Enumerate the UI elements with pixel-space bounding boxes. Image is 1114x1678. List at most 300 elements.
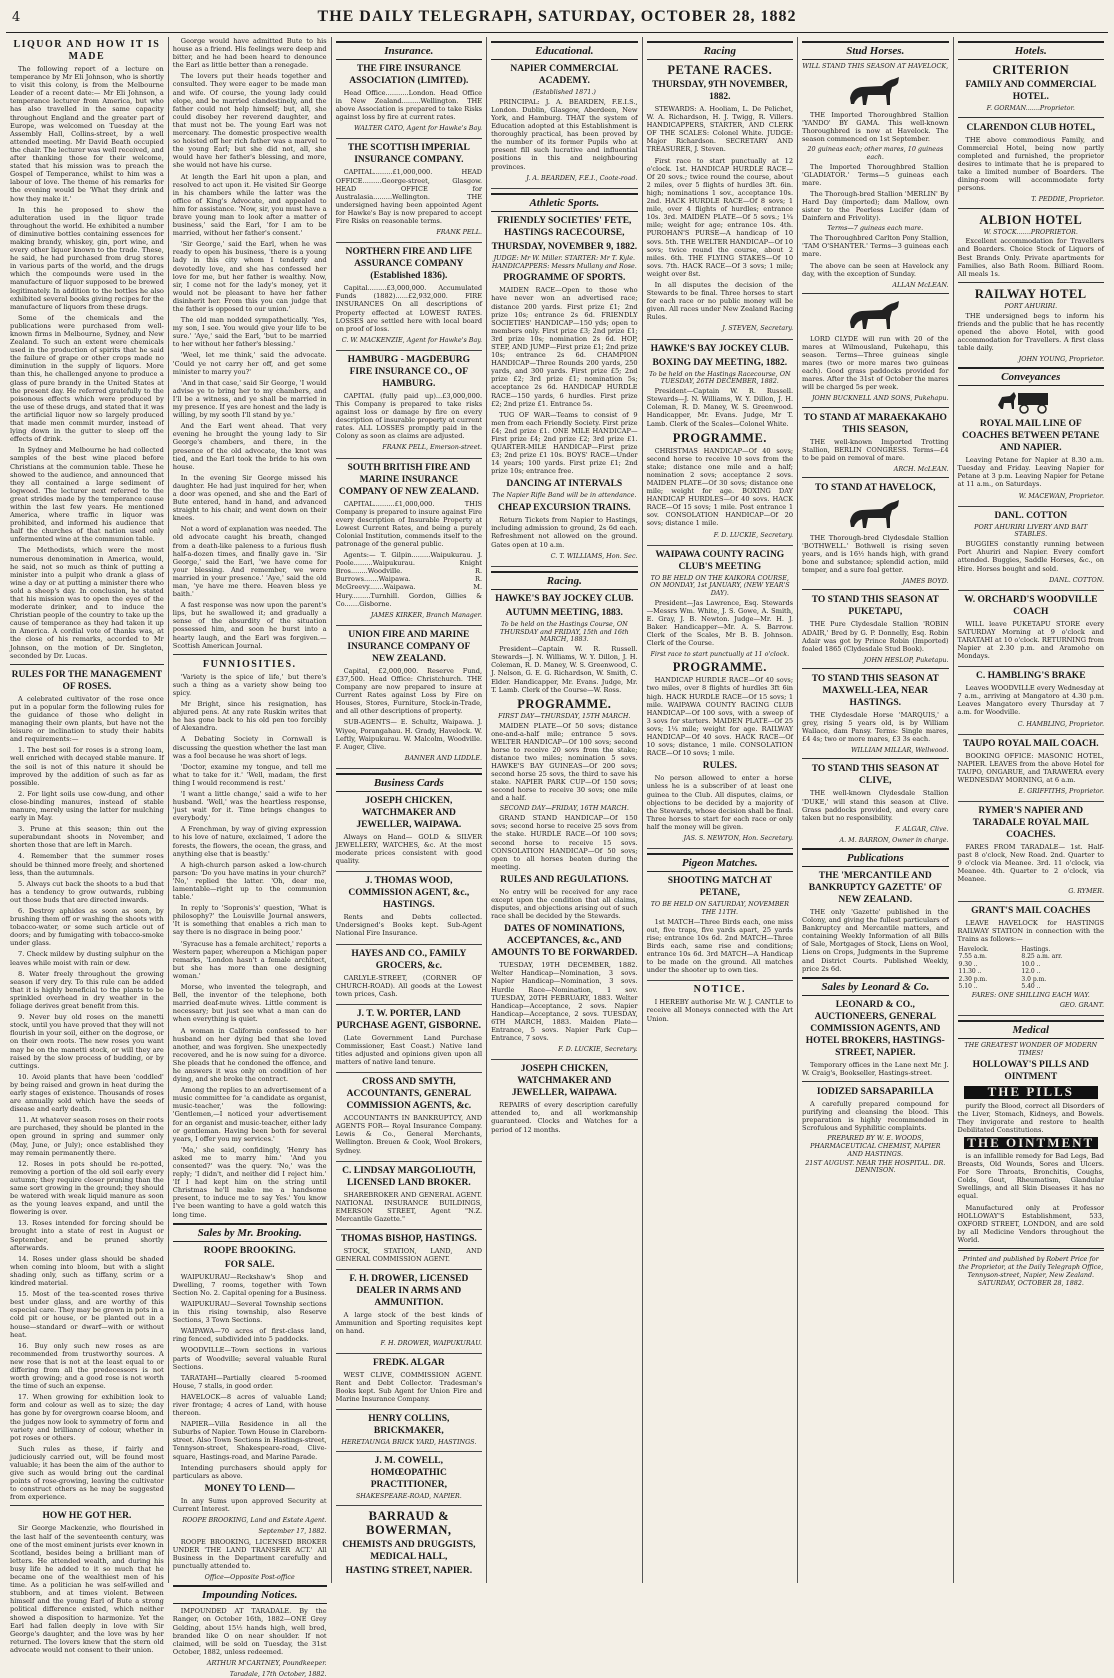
ad-heading: UNION FIRE AND MARINE INSURANCE COMPANY OF NEW ZEALAND. (347, 629, 471, 664)
imprint: Printed and published by Robert Price for the Proprietor, at the Daily Telegraph Office, Tennyson-street, Napier, New Zealand. (958, 1255, 1104, 1280)
signature: JOHN HESLOP, Puketapu. (863, 655, 949, 664)
divider (173, 654, 327, 655)
article-paragraph: A celebrated cultivator of the rose once put in a popular form the following rules for the guidance of those who delight in managing their own plants, but have not the leisure or inclination to study their habits and requirements:— (10, 694, 164, 744)
divider (802, 589, 948, 590)
article-heading: RULES FOR THE MANAGEMENT OF ROSES. (11, 669, 163, 692)
column-4 (487, 37, 642, 1583)
ad-heading: GRANT'S MAIL COACHES (971, 905, 1091, 916)
stallion-notice: LORD CLYDE will run with 20 of the mares at Wilmousland, Pukehapu, this season. Terms—Three guineas single mares (two or more mares two guineas each). Good grass paddocks provided for mares. After the 31st of October the mares will be charged 5s per week. (802, 334, 949, 392)
section-heading: Business Cards (336, 773, 482, 792)
divider (958, 117, 1104, 118)
stallion-notice: The Imported Thoroughbred Stallion 'GLADIATOR.' Terms—5 guineas each mare. (802, 162, 949, 187)
ad-body: Capital, £2,000,000. Reserve Fund, £37,500. Head Office: Christchurch. THE Company are now prepared to insure at Current Rates against Loss by Fire on Houses, Stores, Furniture, Stock-in-Trade, and all other descriptions of property. (335, 666, 483, 716)
agent-list: Agents:— T. Gilpin.........Waipukurau. J. Poole.........Waipukurau. Knight Bros........Woodville. R. Burrows.......Waipawa. R. McGreevy.......Waipawa. M. Hury.........Turnhill. Gordon, Gillies & Co.......Gisborne. (335, 551, 483, 608)
table-cell: 10.0 .. (1021, 960, 1041, 968)
masthead (6, 6, 1108, 33)
listing: HAVELOCK—8 acres of valuable Land; river frontage; 4 acres of Land, with house thereon. (172, 1392, 327, 1418)
business-card (336, 795, 482, 872)
article-heading: HOW HE GOT HER. (42, 1511, 132, 1522)
proprietor: F. GORMAN.......Proprietor. (986, 104, 1075, 112)
signature: JOHN BUCKNELL AND SONS, Pukehapu. (811, 394, 949, 403)
article-paragraph: In this he proposed to show the adulteration used in the liquor trade throughout the world. He exhibited a number of diminutive bottles containing essences for making brandy, whiskey, gin, port wine, and every other liquor known to the trade. These, he said, he had purchased from drug stores in various parts of the world, and the drugs which the compounds were used in the manufacture of liquor supposed to be brewed legitimately. In addition to the bottles he also exhibited several books giving recipes for the manufacture of liquors from these drugs. (10, 205, 164, 311)
advertisement (958, 594, 1104, 667)
ad-body: SHAREBROKER AND GENERAL AGENT. NATIONAL INSURANCE BUILDINGS, EMERSON STREET, Agent "N.Z. Mercantile Gazette." (335, 1190, 483, 1223)
ad-body: is an infallible remedy for Bad Legs, Bad Breasts, Old Wounds, Sores and Ulcers. For Sore Throats, Bronchitis, Coughs, Colds, Gout, Rheumatism, Glandular Swellings, and all Skin Diseases it has no equal. (957, 1152, 1105, 1201)
hotel-location: PORT AHURIRI. (1004, 301, 1058, 310)
ad-body: THE undersigned begs to inform his friends and the public that he has recently opened the above Hotel, with good accommodation for Travellers. A first class table daily. (957, 311, 1105, 352)
signature: JAMES BOYD. (902, 577, 949, 586)
business-card (336, 1455, 482, 1506)
listing: ROOPE BROOKING, LICENSED BROKER UNDER 'THE LAND TRANSFER ACT.' All Business in the Department carefully and punctually attended to. (172, 1538, 327, 1571)
ad-subheading: PORT AHURIRI LIVERY AND BAIT STABLES. (974, 522, 1088, 539)
signature: W. MACEWAN, Proprietor. (1018, 491, 1105, 500)
ad-subheading: RULES. (702, 761, 737, 772)
table-header-row (958, 946, 1104, 954)
section-heading: Pigeon Matches. (647, 853, 793, 872)
programme: HANDICAP HURDLE RACE—Of 40 sovs; two miles, over 8 flights of hurdles 3ft 6in high. HACK HURDLE RACE—Of 15 sovs; 1 mile. WAIPAWA COUNTY RACING CLUB HANDICAP—Of 100 sovs, with a sweep of 3 sovs for starters. MAIDEN PLATE—Of 25 sovs; 1¼ mile; weight for age. RAILWAY HANDICAP—Of 40 sovs. HACK RACE—Of 10 sovs; distance, 1 mile. CONSOLATION RACE—Of 10 sovs; 1 mile. (646, 676, 794, 758)
ad-body: ACCOUNTANTS IN BANKRUPTCY, AND AGENTS FOR— Royal Insurance Company. Lewis & Co., General Merchants, Wellington. Breuen & Cook, Wool Brokers, Sydney. (335, 1114, 483, 1155)
ad-heading: TO STAND AT HAVELOCK, (815, 482, 936, 493)
ad-body: CHEMISTS AND DRUGGISTS, MEDICAL HALL, (342, 1539, 476, 1562)
advertisement (647, 63, 793, 340)
signature: G. RYMER. (1068, 886, 1105, 895)
hotel-name: RAILWAY HOTEL (974, 286, 1087, 301)
advertisement (336, 63, 482, 139)
signature: WILLIAM MILLAR, Wellwood. (850, 746, 949, 755)
table-row (958, 961, 1104, 969)
ad-heading: HAWKE'S BAY JOCKEY CLUB. (650, 343, 789, 354)
joke: Morse, who invented the telegraph, and Bell, the inventor of the telephone, both married deaf-mute wives. Little comment is necessary; but just see what a man can do when everything is quiet. (172, 983, 327, 1024)
rule-item: 7. Check mildew by dusting sulphur on the leaves while moist with rain or dew. (10, 950, 164, 967)
section-heading: Publications (802, 848, 948, 867)
section-heading: Racing (647, 41, 793, 60)
signature: C. W. MACKENZIE, Agent for Hawke's Bay. (341, 335, 483, 344)
ad-body: Temporary offices in the Lane next Mr. J. W. Craig's, Bookseller, Hastings-street. (802, 1060, 949, 1077)
table-cell: 7.55 a.m. (958, 953, 987, 961)
ad-heading: SHOOTING MATCH AT PETANE, (667, 876, 772, 899)
ad-heading: HAYES AND CO., FAMILY GROCERS, &c. (351, 948, 467, 971)
divider (958, 208, 1104, 209)
programme: TUG OF WAR—Teams to consist of 9 men from each Friendly Society. First prize £4; 2nd prize £1. ONE MILE HANDICAP—First prize £4; 2nd prize £2; 3rd prize £1. QUARTER-MILE HANDICAP—First prize £3; 2nd prize £1 10s. BOYS' RACE—Under 14 years; 100 yards. First prize £1; 2nd prize 10s; entrance free. (491, 410, 638, 476)
ad-heading: LEONARD & CO., AUCTIONEERS, GENERAL COMMISSION AGENTS, AND HOTEL BROKERS, HASTINGS-STREET, NAPIER. (805, 999, 945, 1058)
stallion-notice: THE Thorough-bred Clydesdale Stallion 'BOTHWELL.' Bothwell is rising seven years, and is 16½ hands high, with grand bone and substance; splendid action, mild temper, and a sure foal getter. (802, 533, 949, 575)
section-heading: Impounding Notices. (173, 1585, 327, 1604)
business-card (336, 948, 482, 1005)
event-date: TO BE HELD ON THE KAIKORA COURSE, ON MONDAY, 1st JANUARY, (NEW YEAR'S DAY). (650, 573, 790, 598)
table-row (958, 953, 1104, 961)
section-heading: Stud Horses. (802, 41, 948, 60)
ad-subheading: BOXING DAY MEETING, 1882. (652, 357, 788, 368)
footer-note: 21ST AUGUST. NEAR THE HOSPITAL. DR. DENNISON. (805, 1158, 946, 1175)
signature: ARCH. McLEAN. (893, 464, 949, 473)
listing: WAIPUKURAU—Reckshaw's Shop and Dwelling, 7 rooms, together with Town Section No. 2. Capital opening for a Business. (172, 1272, 327, 1297)
ad-body: Head Office...........London. Head Office in New Zealand.........Wellington. THE above Association is prepared to take Risks against loss by fire at current rates. (335, 89, 483, 122)
article-paragraph: The old man nodded sympathetically. 'Yes, my son, I see. You would give your life to be sure.' 'Aye,' said the Earl, 'but to be married to her without her father's blessing.' (172, 316, 327, 349)
timetable (958, 946, 1104, 991)
ad-address: HASTING STREET, NAPIER. (345, 1565, 473, 1576)
signature: JOHN YOUNG, Proprietor. (1018, 355, 1105, 364)
ad-body: LEAVE HAVELOCK for HASTINGS RAILWAY STATION in connection with the Trains as follows:— (957, 918, 1105, 943)
article-paragraph: 'Sir George,' said the Earl, when he was ready to open his business, 'there is a young lady in this city whom I tenderly and devotedly love, and she has confessed her love for me, but her father is wealthy. Now, sir, I come not for the lady's money, yet it would not be pleasant to have her father disinherit her. From this you can judge that the father is opposed to our union.' (172, 240, 327, 313)
ad-heading: THE FIRE INSURANCE ASSOCIATION (LIMITED). (349, 64, 469, 86)
ad-subheading: THE GREATEST WONDER OF MODERN TIMES! (964, 1040, 1098, 1057)
ad-subheading: PROGRAMME. (517, 696, 612, 711)
ad-body: BUGGIES constantly running between Port Ahuriri and Napier. Every comfort attended. Buggies, Saddle Horses, &c., on Hire. Horses bought and sold. (957, 540, 1105, 573)
table-cell: 11.30 .. (958, 968, 982, 976)
column-7 (954, 37, 1108, 1583)
ad-body: Capital.........£3,000,000. Accumulated Funds (1882)......£2,932,000. FIRE INSURANCES On all descriptions of Property effected at LOWEST RATES. LOSSES are settled here with local board on proof of loss. (335, 284, 483, 333)
signature: F. D. LUCKIE, Secretary. (713, 530, 794, 539)
signature: JAS. S. NEWTON, Hon. Secretary. (683, 833, 794, 842)
table-cell: 3.0 p.m. (1021, 975, 1047, 983)
joke: 'Syracuse has a female architect,' reports a Western paper, whereupon a Michigan paper remarks, 'London hasn't a female architect, but she has more than one designing woman.' (172, 939, 327, 980)
stallion-notice: The Thorough-bred Stallion 'MERLIN' By Hard Day (imported); dam Mallow, own sister to the Peerless Lucifer (dam of Dainfern and Frivolity). (802, 190, 949, 223)
signature: A. M. BARRON, Owner in charge. (839, 835, 949, 844)
advertisement (491, 63, 637, 189)
hotel-name: CRITERION (992, 63, 1070, 77)
ad-heading: WAIPAWA COUNTY RACING CLUB'S MEETING (655, 549, 785, 572)
signature: WALTER CATO, Agent for Hawke's Bay. (354, 124, 483, 133)
stallion-notice: THE Pure Clydesdale Stallion 'ROBIN ADAIR,' Bred by G. P. Donnelly, Esq. Robin Adair was got by Prince Robin (Imported) foaled 1865 (Clydesdale Stud Book). (802, 620, 949, 653)
ad-body: FARES FROM TARADALE— 1st. Half-past 8 o'clock, New Road. 2nd. Quarter to 9 o'clock via Meanee. 3rd. 11 o'clock, via Meanee. 4th. Quarter to 2 o'clock, via Meanee. (957, 843, 1105, 884)
ad-heading: J. THOMAS WOOD, COMMISSION AGENT, &c., HASTINGS. (348, 876, 470, 911)
ad-body: HERETAUNGA BRICK YARD, HASTINGS. (341, 1437, 477, 1446)
divider (802, 293, 948, 294)
ad-subheading: DATES OF NOMINATIONS, ACCEPTANCES, &c., AND AMOUNTS TO BE FORWARDED. (491, 924, 638, 959)
agent-list: SUB-AGENTS— E. Schultz, Waipawa. J. Wiyee, Porangahau. H. Grady, Havelock. W. Leftly, Waipukurau. W. Malcolm, Woodville. F. Auger, Clive. (335, 718, 483, 751)
rules: No entry will be received for any race except upon the condition that all claims, disputes, and objections arising out of such race shall be decided by the Stewards. (491, 887, 638, 921)
rule-item: 2. For light soils use cow-dung, and other close-binding manures, instead of stable manure, merely using the latter for mulching early in May. (10, 789, 164, 823)
ad-heading: TO STAND AT MARAEKAKAHO THIS SEASON, (803, 412, 947, 435)
signature: DANL. COTTON. (1049, 575, 1105, 584)
article-paragraph: Sir George Mackenzie, who flourished in the last half of the seventeenth century, was one of the most eminent jurists ever known in Scotland, besides being a brilliant man of letters. He attended wealth, and during his busy life he added to it so much that he became one of the wealthiest men of his time. As a politician he was self-willed and stubborn, and at times violent. Between himself and the young Earl of Bute a strong political difference existed, which neither showed a disposition to harmonize. Yet the Earl had fallen deeply in love with Sir George's daughter, and the love was by her returned. The lovers knew that the stern old advocate would not consent to their union. (10, 1524, 164, 1654)
event-date: THURSDAY, NOVEMBER 9, 1882. (491, 241, 638, 252)
advertisement (647, 549, 793, 849)
article-paragraph: And the Earl went ahead. That very evening he brought the young lady to Sir George's chambers, and there, in the presence of the old advocate, the knot was tied, and the Earl took the bride to his own house. (172, 422, 327, 471)
advertisement (958, 510, 1104, 591)
ad-heading: J. T. W. PORTER, LAND PURCHASE AGENT, GISBORNE. (336, 1008, 482, 1031)
programme: First race to start punctually at 12 o'clock. 1st. HANDICAP HURDLE RACE—Of 20 sovs.; twice round the course, about 2 miles, over 5 flights of hurdles 3ft. 6in. high; nominations 1 sov., acceptance 10s. 2nd. HACK HURDLE RACE—Of 8 sovs; 1 mile, over 4 flights of hurdles; entrance 10s. 3rd. MAIDEN PLATE—Of 5 sovs.; 1¼ mile; weight for age; entrance 10s. 4th. PUROHAN'S PURSE—A handicap of 10 sovs. 5th. THE WELTER HANDICAP—Of 10 sovs; twice round the course, about 2 miles. 6th. THE FLYING STAKES—Of 10 sovs. 7th. HACK RACE—Of 3 sovs; 1 mile; weight over 8st. (646, 156, 794, 278)
article-heading: FUNNIOSITIES. (202, 658, 297, 670)
listing: WAIPAWA—70 acres of first-class land, ring fenced, subdivided into 5 paddocks. (172, 1327, 327, 1344)
day-heading: FIRST DAY—THURSDAY, 15TH MARCH. (498, 711, 631, 720)
advertisement (647, 343, 793, 546)
joke: Among the replies to an advertisement of a music committee for 'a candidate as organist, music-teacher,' was the following: 'Gentlemen,—I noticed your advertisement for an organist and music-teacher, either lady or gentleman. Having been both for several years, I offer you my services.' (172, 1086, 327, 1143)
ad-heading: SOUTH BRITISH FIRE AND MARINE INSURANCE COMPANY OF NEW ZEALAND. (338, 462, 479, 497)
column-1 (6, 37, 169, 1654)
column-2 (169, 37, 332, 1678)
page-number: 4 (12, 10, 21, 25)
office-line: Office—Opposite Post-office (204, 1572, 295, 1581)
article-paragraph: At length the Earl hit upon a plan, and resolved to act upon it. He visited Sir George in his chambers while the latter was the office of King's Advocate, and appealed to him for assistance. 'Now, sir, you must have a brave young man to look after a matter of business,' said the Earl, 'for I am to be married, without her father's consent.' (172, 172, 327, 238)
ad-heading: TO STAND THIS SEASON AT MAXWELL-LEA, NEAR HASTINGS. (811, 673, 939, 708)
ad-body: 1st MATCH—Three Birds each, one miss out, five traps, five yards apart, 25 yards rise; entrance 10s 6d. 2nd MATCH—Three Birds each, same rise and conditions; entrance 10s 6d. 3rd MATCH—A Handicap to be made on the ground. All matches under the shooter up to own ties. (646, 917, 794, 975)
ad-body: A carefully prepared compound for purifying and cleansing the blood. This preparation is highly recommended in Scrofulous and Syphilitic complaints. (802, 1099, 949, 1133)
ad-heading: TO STAND THIS SEASON AT CLIVE, (811, 764, 939, 787)
advertisement (336, 354, 482, 459)
article-paragraph: A fast response was now upon the parent's lips, but he swallowed it; and gradually a sense of the absurdity of the situation possessed him, and soon he burst into a hearty laugh, and the Earl was forgiven.—Scottish American Journal. (172, 601, 327, 650)
proprietor: W. STOCK.......PROPRIETOR. (983, 227, 1078, 236)
advertiser-name: ROOPE BROOKING. (203, 1245, 296, 1256)
ad-body: (Late Government Land Purchase Commissioner, East Coast.) Native land titles adjusted and opinions given upon all matters of native land tenure. (335, 1033, 483, 1067)
table-cell: 2.30 p.m. (958, 975, 988, 983)
table-cell: 8.25 a.m. arr. (1021, 953, 1063, 961)
event-date: To be held on the Hastings Course, ON THURSDAY and FRIDAY, 15th and 16th MARCH, 1883. (500, 619, 629, 644)
joke: 'Doctor, examine my tongue, and tell me what to take for it.' 'Well, madam, the first thing I would recommend is rest.' (172, 762, 327, 787)
ad-subheading: CHEAP EXCURSION TRAINS. (498, 503, 631, 514)
section-heading: Conveyances (958, 367, 1104, 386)
signature: FRANK PELL, Emerson-street. (382, 443, 483, 452)
event-date: To be held on the Hastings Racecourse, ON TUESDAY, 26TH DECEMBER, 1882. (649, 369, 791, 386)
table-cell: 5.10 .. (958, 983, 978, 991)
ointment-banner: THE OINTMENT (964, 1137, 1098, 1149)
ad-body: CAPITAL..........£1,000,000. THIS Company is prepared to insure against Fire every description of Insurable Property at Lowest Current Rates, and being a purely Colonial Institution, commends itself to the patronage of the general public. (335, 499, 483, 548)
business-card (336, 1509, 482, 1577)
advertisement (958, 738, 1104, 802)
ad-subheading: PROGRAMME. (672, 660, 767, 675)
joke: A Debating Society in Cornwall is discussing the question whether the last man was a fool because he was short of legs. (172, 735, 327, 760)
rule-item: 17. When growing for exhibition look to form and colour as well as to size; the day has gone by for overgrown coarse bloom, and the judges now look to symmetry of form and variety and brilliancy of colour, whether in pot roses or others. (10, 1393, 164, 1442)
advertisement (647, 875, 793, 981)
rule-item: 13. Roses intended for forcing should be brought into a state of rest in August or September, and be pruned shortly afterwards. (10, 1219, 164, 1252)
ad-heading: IODIZED SARSAPARILLA (816, 1086, 934, 1097)
note: First race to start punctually at 11 o'clock. (650, 649, 790, 658)
column-3 (332, 37, 487, 1583)
ad-heading: HENRY COLLINS, BRICKMAKER, (368, 1413, 450, 1436)
ad-heading: HOLLOWAY'S PILLS AND OINTMENT (972, 1060, 1089, 1083)
rules: No person allowed to enter a horse unless he is a subscriber of at least one guinea to the Club. All disputes, claims, or objections to be decided by a majority of the Stewards, whose decision shall be final. Three horses to start for each race or only half the money will be given. (646, 774, 794, 831)
ad-heading: PETANE RACES. (667, 63, 773, 77)
table-cell: 5.40 .. (1021, 983, 1041, 991)
officials: President—Captain W. R. Russell. Stewards—J. N. Williams, W. Y. Dillon, J. H. Coleman, R. D. Maney, W. S. Greenwood, C. J. Nelson, G. E. G. Richardson, W. Smith, C. Elder. Handicapper, Mr. Evans. Judge, Mr. T. Lamb. Clerk of the Course—W. Ross. (491, 645, 638, 694)
article-paragraph: Not a word of explanation was needed. The old advocate caught his breath, changed from a death-like paleness to a furious flush half-a-dozen times, and finally gave in. 'Sir George,' said the Earl, 'we have come for your blessing. And remember, we were married in your presence.' 'Aye,' said the old man, 'ye have me there. Heaven bless ye baith.' (172, 525, 327, 599)
ad-body: Rents and Debts collected. Undersigned's Books kept. Sub-Agent National Fire Insurance. (335, 913, 483, 938)
signature: FRANK PELL. (436, 228, 483, 237)
programme: CHRISTMAS HANDICAP—Of 40 sovs; second horse to receive 10 sovs from the stake; distance one mile and a half; nomination 2 sovs; acceptance 2 sovs. MAIDEN PLATE—Of 30 sovs; distance one mile; weight for age. BOXING DAY HANDICAP HURDLES—Of 40 sovs. HACK RACE—Of 15 sovs; 1 mile. Post entrance 1 sov. CONSOLATION HANDICAP—Of 20 sovs; distance 1 mile. (646, 446, 794, 528)
ad-heading: NORTHERN FIRE AND LIFE ASSURANCE COMPANY (Established 1836). (345, 247, 473, 282)
ad-body: THE above commodious Family, and Commercial Hotel, being now partly completed and furnished, the proprietor desires to intimate that he is prepared to take a limited number of Boarders. The dining-room will accommodate forty persons. (957, 135, 1105, 193)
divider (802, 668, 948, 669)
ad-heading: THOMAS BISHOP, HASTINGS. (340, 1234, 477, 1245)
advertisement (491, 215, 637, 567)
rule-item: 16. Buy only such new roses as are recommended from trustworthy sources. A new rose that is not at the least equal to or differing from all the predecessors is not worth growing; and a good rose is not worth the time of such an expense. (10, 1341, 164, 1391)
signature: JAMES KIRKER, Branch Manager. (370, 610, 483, 619)
note: The Napier Rifle Band will be in attendance. (492, 491, 637, 500)
divider (10, 1505, 164, 1506)
table-cell: 12.0 .. (1021, 968, 1041, 976)
ad-subheading: MONEY TO LEND— (204, 1483, 295, 1494)
section-heading: Sales by Mr. Brooking. (173, 1223, 327, 1242)
officials: STEWARDS: A. Hooliam, L. De Pelichet, W. A. Richardson, H. J. Twigg, R. Villers. HANDICAPPERS, STARTER, AND CLERK OF THE SCALES: Colonel White. JUDGE: Major Richardson. SECRETARY AND TREASURER, J. Steven. (646, 105, 794, 154)
table-row (958, 983, 1104, 991)
date-line: September 17, 1882. (258, 1527, 327, 1536)
table-row (958, 968, 1104, 976)
ad-body: THE only 'Gazette' published in the Colony, and giving the fullest particulars of Bankruptcy and Mercantile matters, and containing Weekly Information of all Bills of Sale, Mortgages of Stock, Liens on Wool, Liens on Crops, Judgments in the Supreme and District Courts. Published Weekly, price 2s 6d. (802, 907, 949, 973)
signature: C. T. WILLIAMS, Hon. Sec. (550, 551, 638, 560)
ad-body: Leaving Petane for Napier at 8.30 a.m. Tuesday and Friday. Leaving Napier for Petane at 3 p.m. Leaving Napier for Petane at 11 a.m., on Saturdays. (957, 456, 1105, 489)
article-paragraph: In Sydney and Melbourne he had collected samples of the best wine placed before Christians at the communion table. These he showed to the audience, and announced that they all contained a large sediment of logwood. The lecturer next referred to the great strides made by the temperance cause within the last few years. He mentioned America, where traffic in liquor was prohibited, and informed his audience that half the churches of that nation used only unfermented wine at the communion table. (10, 446, 164, 544)
ad-heading: RYMER'S NAPIER AND TARADALE ROYAL MAIL COACHES. (972, 806, 1089, 841)
rule-item: 14. Roses under glass should be shaded when coming into bloom, but with a slight shading only, such as tiffany, scrim or a kindred material. (10, 1254, 164, 1288)
signature: F. H. DROWER, WAIPUKURAU. (380, 1338, 483, 1347)
business-card (336, 1273, 482, 1353)
rules: In all disputes the decision of the Stewards to be final. Three horses to start for each race or no public money will be given. All races under New Zealand Racing Rules. (646, 280, 794, 322)
stallion-notice: The Thoroughbred Carlton Pony Stallion, 'TAM O'SHANTER.' Terms—3 guineas each mare. (802, 234, 949, 259)
rule-item: 9. Never buy old roses on the manetti stock, until you have proved that they will not flourish in your soil, either on the dogrose, or on their own roots. The new roses you want may be on the manetti stock, or will they are raised by the slow process of budding, or by cuttings. (10, 1013, 164, 1070)
signature: ARTHUR M'CARTNEY, Poundkeeper. (206, 1658, 327, 1667)
horse-icon (844, 74, 906, 108)
pills-banner: THE PILLS (964, 1086, 1098, 1098)
rule-item: 8. Water freely throughout the growing season if very dry. To this rule can be added that it is highly beneficial to the plants to be sprinkled overhead in dry weather in the foliage derives great benefit from this. (10, 969, 164, 1011)
stallion-notice: THE Imported Thoroughbred Stallion 'YANDO' BY GAMA. This well-known Thoroughbred is now at Havelock. The season commenced on 1st September. (802, 110, 949, 144)
ad-body: WEST CLIVE, COMMISSION AGENT. Rent and Debt Collector. Tradesman's Books kept. Sub Agent for Union Fire and Marine Insurance Company. (335, 1370, 483, 1403)
advertisement (336, 246, 482, 351)
rule-item: 1. The best soil for roses is a strong loam, well enriched with decayed stable manure. If the soil is not of this nature it should be improved by the addition of such as far as possible. (10, 746, 164, 787)
ad-heading: TAUPO ROYAL MAIL COACH. (962, 738, 1099, 749)
table-header: Havelock. (958, 945, 989, 953)
ad-heading: NOTICE. (693, 984, 747, 996)
ad-body: BOOKING OFFICE: MASONIC HOTEL, NAPIER. LEAVES from the above Hotel for TAUPO, ONGARUE, and TARAWERA every WEDNESDAY MORNING, at 6 a.m. (957, 751, 1105, 784)
advertisement (336, 629, 482, 769)
ad-heading: W. ORCHARD'S WOODVILLE COACH (964, 594, 1098, 617)
signature: ROOPE BROOKING, Land and Estate Agent. (182, 1516, 327, 1524)
event-date: THURSDAY, 9TH NOVEMBER, 1882. (652, 80, 788, 102)
ad-body: I HEREBY authorise Mr. W. J. CANTLE to receive all Moneys connected with the Art Union. (646, 998, 794, 1023)
ad-body: STOCK, STATION, LAND, AND GENERAL COMMISSION AGENT. (335, 1247, 483, 1264)
signature: F. ALGAR, Clive. (895, 824, 949, 833)
ad-heading: C. LINDSAY MARGOLIOUTH, LICENSED LAND BROKER. (342, 1165, 476, 1188)
section-heading: Medical (958, 1020, 1104, 1039)
ad-heading: FREDK. ALGAR (372, 1357, 445, 1368)
advertisement (958, 805, 1104, 902)
fares: FARES: ONE SHILLING EACH WAY. (971, 990, 1090, 999)
programme: MAIDEN RACE—Open to those who have never won an advertised race; distance 200 yards. First prize £1; 2nd prize 10s; entrance 2s 6d. FRIENDLY SOCIETIES' HANDICAP—150 yds; open to members only. First prize £3; 2nd prize £1; 3rd prize 10s; nomination 2s 6d. HOP, STEP, AND JUMP—First prize £1; 2nd prize 10s; entrance 2s 6d. CHAMPION HANDICAP—Three Rounds 200 yards, 250 yards, and 300 yards. First prize £5; 2nd prize £2; 3rd prize £1; nomination 5s; acceptance 2s 6d. HANDICAP HURDLE RACE—150 yards, 6 hurdles. First prize £2; 2nd prize £1. Entrance 5s. (491, 286, 638, 408)
advertisement (336, 462, 482, 626)
advertisement (958, 389, 1104, 506)
ad-heading: NAPIER COMMERCIAL ACADEMY. (510, 64, 619, 86)
day-heading: SECOND DAY—FRIDAY, 16TH MARCH. (499, 804, 629, 813)
divider (10, 664, 164, 665)
ad-subheading: AUTUMN MEETING, 1883. (505, 607, 623, 618)
section-heading: Insurance. (336, 41, 482, 60)
table-row (958, 976, 1104, 984)
stallion-notice: THE well-known Imported Trotting Stallion, BERLIN CONGRESS. Terms—£4 to be paid on removal of mare. (802, 437, 949, 462)
terms: Terms—7 guineas each mare. (827, 224, 924, 233)
imprint-date: SATURDAY, OCTOBER 28, 1882. (977, 1279, 1084, 1288)
article-paragraph: The following report of a lecture on temperance by Mr Eli Johnson, who is shortly to visit this colony, is from the Melbourne Leader of a recent date:— Mr Eli Johnson, a temperance lecturer from America, but who has also travelled in the same capacity throughout England and the greater part of Europe, was welcomed on Tuesday at the Assembly Hall, Collins-street, by a well attended meeting. Mr David Beath occupied the chair. The lecturer was well received, and after thanking those for their welcome, stated that his mission was to preach the Gospel of Temperance, whilst to him was a labour of love. The theme of his remarks for the evening would be 'What they drink and how they make it.' (10, 65, 164, 203)
newspaper-title: THE DAILY TELEGRAPH, SATURDAY, OCTOBER 28, 1882 (317, 8, 797, 25)
business-card (336, 1076, 482, 1161)
ad-body: Manufactured only at Professor HOLLOWAY'S Establishment, 533, OXFORD STREET, LONDON, and are sold by all Medicine Vendors throughout the World. (957, 1203, 1105, 1244)
divider (958, 1248, 1104, 1251)
ad-body: Leaves WOODVILLE every Wednesday at 7 a.m., arriving at Mangatoro at 4.30 p.m. Leaves Mangatoro every Thursday at 7 a.m. for Woodville. (957, 684, 1105, 717)
signature: J. A. BEARDEN, F.E.I., Coote-road. (526, 173, 638, 182)
advertisement (491, 593, 637, 1061)
hotel-subtitle: FAMILY AND COMMERCIAL HOTEL. (965, 80, 1097, 102)
ad-heading: TO STAND THIS SEASON AT PUKETAPU, (811, 595, 939, 618)
ad-heading: ROYAL MAIL LINE OF COACHES BETWEEN PETANE AND NAPIER. (961, 419, 1100, 454)
ad-heading: HAWKE'S BAY JOCKEY CLUB. (495, 593, 634, 604)
coach-icon (996, 389, 1066, 415)
divider (802, 477, 948, 478)
ad-heading: C. HAMBLING'S BRAKE (976, 671, 1086, 682)
ad-body: PRINCIPAL: J. A. BEARDEN, F.E.I.S., London. Dublin, Glasgow, Aberdeen, New York, and Hamburg. THAT the system of Education adopted at this Establishment is thoroughly practical, has been proved by the number of its former Pupils who at present fill such lucrative and influential positions in this and neighbouring provinces. (491, 97, 638, 171)
rule-item: 12. Roses in pots should be re-potted, removing a portion of the old soil early every autumn; they require closer pruning than the same sort growing in the ground; they should be watered with weak liquid manure as soon as the young leaves expand, and until the flowering is over. (10, 1159, 164, 1217)
rule-item: 10. Avoid plants that have been 'coddled' by being raised and grown in heat during the early stages of existence. Thousands of roses are annually sold which have the seeds of disease and early death. (10, 1072, 164, 1114)
ad-subheading: PROGRAMME. (672, 430, 767, 445)
ad-heading: FRIENDLY SOCIETIES' FETE, HASTINGS RACECOURSE, (497, 215, 632, 238)
hotel-name: CLARENDON CLUB HOTEL, (966, 122, 1096, 133)
signature: ALLAN McLEAN. (892, 280, 949, 289)
joke: Mr Bright, since his resignation, has abjured pens. At any rate Ruskin writes that he has gone back to his old pen too forcibly of Alexandra. (172, 700, 327, 733)
listing: NAPIER—Villa Residence in all the Suburbs of Napier. Town House in Clareborn-street. Also Town Sections in Hastings-street, Tennyson-street, Shakespeare-road, Clive-square, Hastings-road, and Marine Parade. (172, 1420, 327, 1461)
divider (802, 1081, 948, 1082)
ad-body: WILL leave PUKETAPU STORE every SATURDAY Morning at 9 o'clock and TARATAHI at 10 o'clock. RETURNING from Napier at 2.30 p.m. and Aramoho on Mondays. (957, 619, 1105, 661)
advertisement (491, 1063, 637, 1133)
ad-body: CAPITAL.........£1,000,000. HEAD OFFICE.........George-street, Glasgow. HEAD OFFICE for Australasia.........Wellington. THE undersigned having been appointed Agent for Hawke's Bay is now prepared to accept Fire Risks on reasonable terms. (335, 168, 483, 226)
divider (802, 407, 948, 408)
section-heading: Hotels. (958, 41, 1104, 60)
signature: GEO. GRANT. (1059, 1000, 1105, 1009)
article-paragraph: The lovers put their heads together and consulted. They were eager to be made man and wife. Of course, the young lady could elope, and be married clandestinely, and the father could not help himself; but, all, she could disobey her reverend daughter, and that must not be. The young Earl was not mercenary. The domestic prospective wealth so hoisted off her rich father was a marvel to the young Earl; but she did not, all, she would have her father's blessing, and more, she would not have his curse. (172, 72, 327, 170)
signature: E. GRIFFITHS, Proprietor. (1018, 787, 1105, 796)
ad-body: Return Tickets from Napier to Hastings, including admission to ground, 2s 6d each. Refreshment not allowed on the ground. Gates open at 10 a.m. (491, 516, 638, 549)
business-card (336, 1413, 482, 1452)
officials: JUDGE: Mr W. Miller. STARTER: Mr T. Kyle. HANDICAPPERS: Messrs Mullany and Rose. (491, 253, 637, 270)
listing: Intending purchasers should apply for particulars as above. (172, 1463, 327, 1480)
table-cell: 9.30 .. (958, 960, 978, 968)
article-paragraph: In the evening Sir George missed his daughter. He had just inquired for her, when a door was opened, and she and the Earl of Bute entered, hand in hand, and advanced straight to his chair, and went down on their knees. (172, 473, 327, 523)
section-heading: Racing. (491, 571, 637, 590)
ad-subheading: DANCING AT INTERVALS (506, 479, 623, 490)
ad-heading: F. H. DROWER, LICENSED DEALER IN ARMS AND AMMUNITION. (349, 1274, 469, 1309)
stallion-notice: THE Clydesdale Horse 'MARQUIS,' a grey, rising 5 years old, is by William Wallace, dam Pansy. Terms: Single mares, £4 4s; two or more mares, £3 3s each. (802, 710, 949, 744)
listing: WOODVILLE—Town sections in various parts of Woodville; several valuable Rural Sections. (172, 1346, 327, 1371)
listing: TARATAHI—Partially cleared 5-roomed House, 7 stalls, in good order. (172, 1373, 327, 1390)
divider (802, 758, 948, 759)
rule-item: 3. Prune at this season; thin out the superabundant shoots in November, and shorten those that are left in March. (10, 825, 164, 850)
ad-subheading: PROGRAMME OF SPORTS. (503, 273, 626, 284)
ad-body: Always on Hand— GOLD & SILVER JEWELLERY, WATCHES, &c. At the most moderate prices consistent with good quality. (335, 832, 483, 866)
officials: President—Captain W. R. Russell. Stewards—J. N. Williams, W. Y. Dillon, J. H. Coleman, R. D. Maney, W. S. Greenwood. Handicapper, Mr. Evans. Judge, Mr T. Lamb. Clerk of the Scales—Colonel White. (646, 387, 794, 428)
officials: President—Jas Lawrence, Esq. Stewards—Messrs Wm. White, J. S. Gowe, A. Smith, E. Gray, J. B. Newton. Judge—Mr. H. J. Baker. Handicapper—Mr. A. S. Barrow. Clerk of the Scales, Mr B. B. Johnson. Clerk of the Course. (646, 599, 794, 648)
note: The above can be seen at Havelock any day, with the exception of Sunday. (802, 261, 949, 278)
article-paragraph: 'Weel, let me think,' said the advocate. 'Could ye not carry her off, and get some minister to marry you?' (172, 351, 327, 376)
ad-heading: DANL. COTTON (994, 510, 1068, 521)
ad-heading: CROSS AND SMYTH, ACCOUNTANTS, GENERAL COMMISSION AGENTS, &c. (346, 1077, 472, 1112)
business-card (336, 1008, 482, 1073)
joke: A high-church parson asked a low-church parson: 'Do you have matins in your church?' 'No,' replied the latter. 'Oh, dear me, lamentable—right up to the communion table.' (172, 860, 327, 902)
article-paragraph: Such rules as these, if fairly and judiciously carried out, will be found most valuable; it has been the aim of the author to give such as would bring out the cardinal points of rose-growing, leaving the cultivator to construct others as he may be suggested from experience. (10, 1444, 164, 1502)
listing: In any Sums upon approved Security at Current Interest. (172, 1496, 327, 1513)
terms: 20 guineas each; other mares, 10 guineas each. (807, 145, 944, 161)
joke: A woman in California confessed to her husband on her dying bed that she loved another, and was forgiven. She unexpectedly recovered, and he is now suing for a divorce. She pleads that he condoned the offence, and he answers it was only on condition of her dying, and she broke the contract. (172, 1026, 327, 1084)
ad-subheading: (Established 1871.) (532, 88, 596, 96)
programme: GRAND STAND HANDICAP—Of 150 sovs; second horse to receive 25 sovs from the stake. HURDLE RACE—Of 100 sovs; second horse to receive 15 sovs. CONSOLATION HANDICAP—Of 50 sovs; open to all horses beaten during the meeting. (491, 814, 638, 871)
ad-body: SHAKESPEARE-ROAD, NAPIER. (355, 1491, 462, 1500)
business-card (336, 1357, 482, 1410)
business-card (336, 875, 482, 944)
ad-heading: JOSEPH CHICKEN, WATCHMAKER AND JEWELLER, WAIPAWA. (356, 795, 462, 830)
signature: BANNER AND LIDDLE. (404, 753, 483, 762)
programme: MAIDEN PLATE—Of 50 sovs; distance one-and-a-half mile; entrance 5 sovs. WELTER HANDICAP—Of 100 sovs; second horse to receive 20 sovs from the stake; distance two miles; nomination 5 sovs. HAWKE'S BAY GUINEAS—Of 200 sovs; second horse 25 sovs, the third to save his stake. NAPIER PARK CUP—Of 150 sovs; second horse to receive 30 sovs; one mile and a half. (491, 721, 638, 803)
listing: WAIPUKURAU—Several Township sections in this rising township, also Reserve Sections, 3 Town Sections. (172, 1299, 327, 1325)
advertisement (958, 905, 1104, 1016)
signature: C. HAMBLING, Proprietor. (1017, 719, 1105, 728)
ad-heading: J. M. COWELL, HOMŒOPATHIC PRACTITIONER, (370, 1455, 447, 1490)
ad-subheading: RULES AND REGULATIONS. (500, 874, 629, 885)
ad-body: Excellent accommodation for Travellers and Boarders. Choice Stock of Liquors of Best Brands Only. Private apartments for Families, also Bath Room. Billiard Room. All meals 1s. (957, 237, 1105, 278)
